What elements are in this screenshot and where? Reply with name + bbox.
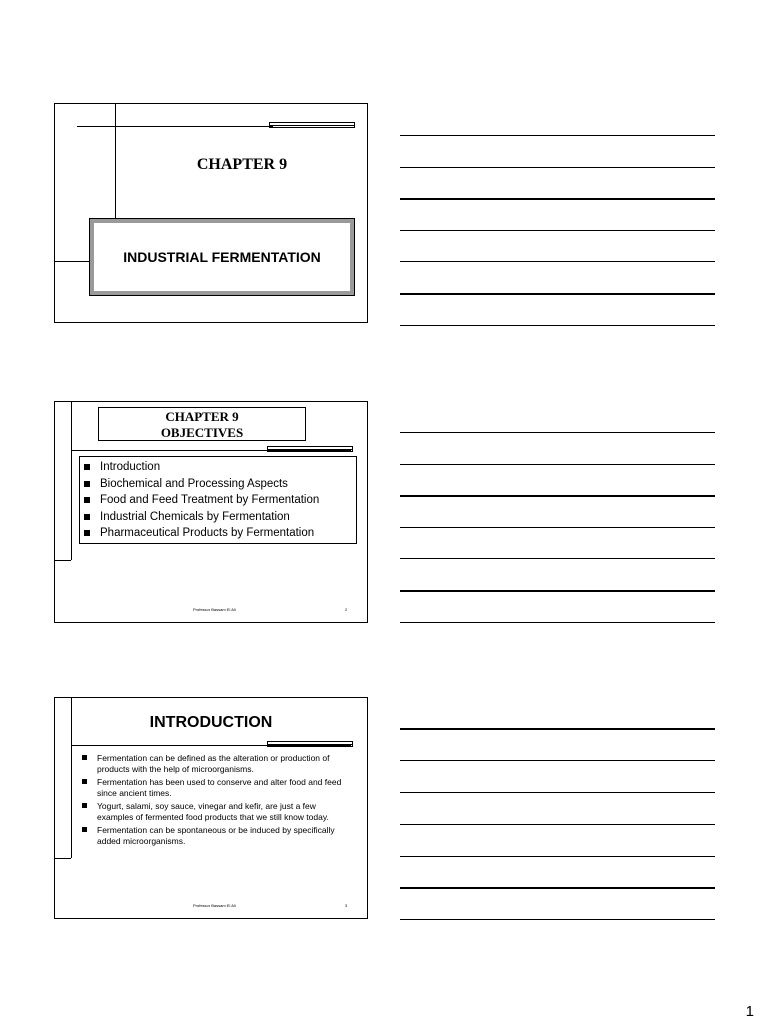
- objectives-list: [79, 456, 357, 544]
- slide-title: INDUSTRIAL FERMENTATION: [123, 249, 321, 265]
- slide-footer: Professor Bassam El Ali: [193, 607, 236, 612]
- page-number: 1: [745, 1003, 754, 1020]
- note-line: [400, 135, 715, 136]
- decor-double-bar: [267, 741, 353, 747]
- list-item: Food and Feed Treatment by Fermentation: [80, 492, 356, 509]
- note-line: [400, 261, 715, 262]
- list-item: Introduction: [80, 459, 356, 476]
- slide-1: [54, 103, 368, 323]
- note-line: [400, 230, 715, 231]
- slide-3: [54, 697, 368, 919]
- note-line: [400, 760, 715, 761]
- list-item: Industrial Chemicals by Fermentation: [80, 509, 356, 526]
- decor-double-bar: [269, 122, 355, 128]
- note-line: [400, 198, 715, 200]
- decor-hline-left: [55, 858, 71, 859]
- intro-title: INTRODUCTION: [149, 714, 273, 731]
- note-line: [400, 622, 715, 623]
- note-line: [400, 792, 715, 793]
- decor-double-bar: [267, 446, 353, 452]
- decor-vline: [71, 402, 72, 560]
- note-line: [400, 167, 715, 168]
- list-item: Fermentation can be defined as the alteration or production of products with the help of microorganisms.: [79, 753, 345, 774]
- note-line: [400, 495, 715, 497]
- chapter-title: CHAPTER 9: [196, 156, 288, 173]
- note-line: [400, 824, 715, 825]
- note-line: [400, 887, 715, 889]
- note-line: [400, 728, 715, 730]
- title-box: [89, 218, 355, 296]
- slide-number: 2: [345, 607, 348, 612]
- note-line: [400, 432, 715, 433]
- list-item: Yogurt, salami, soy sauce, vinegar and kefir, are just a few examples of fermented food products that we still know today.: [79, 801, 345, 822]
- decor-hline-left: [55, 261, 89, 262]
- slide-footer: Professor Bassam El Ali: [193, 903, 236, 908]
- note-line: [400, 464, 715, 465]
- slide-number: 3: [345, 903, 348, 908]
- intro-bullets: [79, 753, 345, 849]
- decor-hline: [77, 126, 273, 127]
- list-item: Fermentation has been used to conserve and alter food and feed since ancient times.: [79, 777, 345, 798]
- decor-vline: [115, 104, 116, 218]
- objectives-header-line1: CHAPTER 9: [165, 409, 239, 424]
- note-line: [400, 558, 715, 559]
- note-line: [400, 919, 715, 920]
- slide-2: [54, 401, 368, 623]
- list-item: Biochemical and Processing Aspects: [80, 476, 356, 493]
- note-line: [400, 527, 715, 528]
- objectives-header-line2: OBJECTIVES: [160, 425, 244, 440]
- note-line: [400, 856, 715, 857]
- list-item: Fermentation can be spontaneous or be induced by specifically added microorganisms.: [79, 825, 345, 846]
- note-line: [400, 293, 715, 295]
- objectives-header: [98, 407, 306, 441]
- list-item: Pharmaceutical Products by Fermentation: [80, 525, 356, 542]
- note-line: [400, 325, 715, 326]
- note-line: [400, 590, 715, 592]
- decor-hline-left: [55, 560, 71, 561]
